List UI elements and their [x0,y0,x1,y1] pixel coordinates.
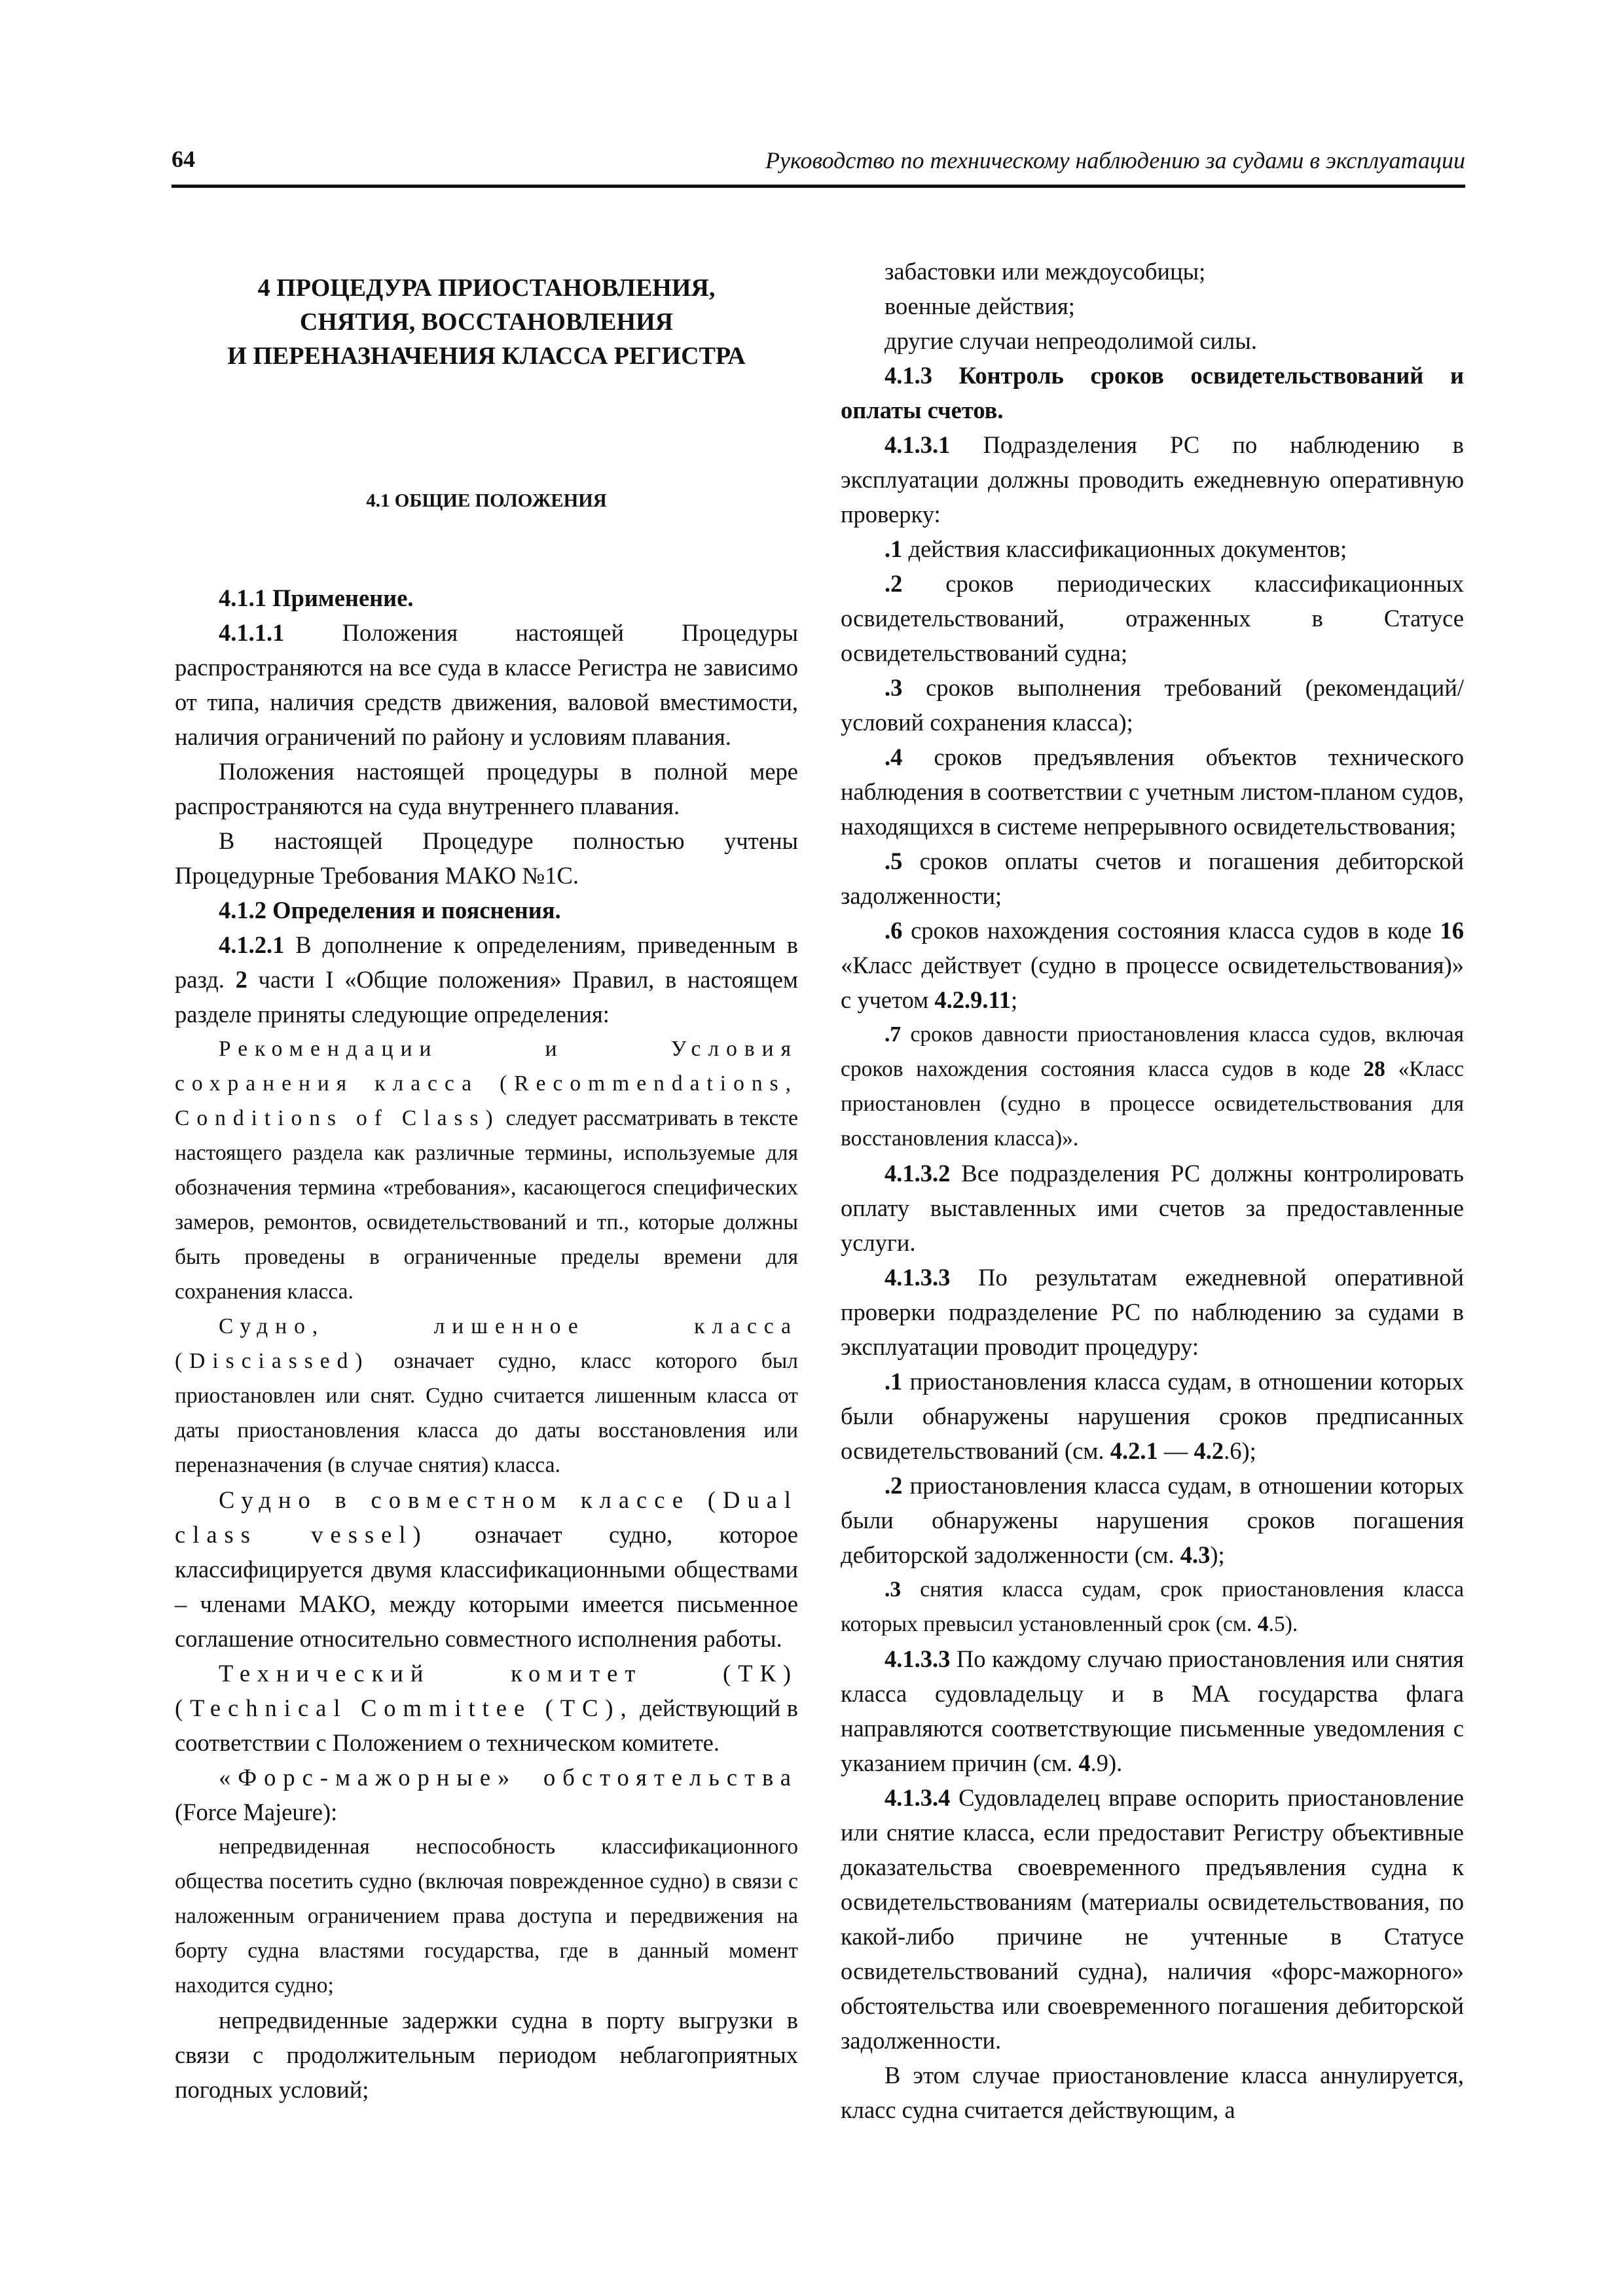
list-item: .5 сроков оплаты счетов и погашения дебиторской задолженности; [841,848,1464,909]
paragraph: 4.1.3.3 По результатам ежедневной оперативной проверки подразделение РС по наблюдению за судами в эксплуатации проводит процедуру: [841,1264,1464,1360]
paragraph: 4.1.3.3 По каждому случаю приостановления или снятия класса судовладельцу и в МА государства флага направляются соответствующие письменные уведомления с указанием причин (см. 4.9). [841,1645,1464,1776]
definition: Технический комитет (ТК) (Technical Committee (TC), действующий в соответствии с Положением о техническом комитете. [175,1660,798,1756]
definition: «Форс-мажорные» обстоятельства (Force Majeure): [175,1764,798,1825]
list-item: .1 действия классификационных документов; [884,535,1347,562]
running-title: Руководство по техническому наблюдению за судами в эксплуатации [765,147,1465,173]
left-column [175,254,798,2107]
list-item: непредвиденные задержки судна в порту выгрузки в связи с продолжительным периодом неблагоприятных погодных условий; [175,2007,798,2103]
definition: Рекомендации и Условия сохранения класса (Recommendations, Conditions of Class) следует рассматривать в тексте настоящего раздела как различные термины, используемые для обозначения термина «требования», касающегося специфических замеров, ремонтов, освидетельствований и тп., которые должны быть проведены в ограниченные пределы времени для сохранения класса. [175,1037,798,1304]
list-item: военные действия; [884,293,1075,319]
list-item: .3 сроков выполнения требований (рекомендаций/условий сохранения класса); [841,674,1464,736]
list-item: .3 снятия класса судам, срок приостановления класса которых превысил установленный срок (см. 4.5). [841,1577,1464,1636]
list-item: .2 приостановления класса судам, в отношении которых были обнаружены нарушения сроков погашения дебиторской задолженности (см. 4.3); [841,1472,1464,1568]
paragraph: 4.1.1.1 Положения настоящей Процедуры распространяются на все суда в классе Регистра не зависимо от типа, наличия средств движения, валовой вместимости, наличия ограничений по району и условиям плавания. [175,619,798,750]
list-item: .6 сроков нахождения состояния класса судов в коде 16 «Класс действует (судно в процессе освидетельствования)» с учетом 4.2.9.11; [841,917,1464,1013]
list-item: .1 приостановления класса судам, в отношении которых были обнаружены нарушения сроков предписанных освидетельствований (см. 4.2.1 — 4.2.6); [841,1368,1464,1464]
list-item: .4 сроков предъявления объектов технического наблюдения в соответствии с учетным листом-планом судов, находящихся в системе непрерывного освидетельствования; [841,744,1464,840]
list-item: .2 сроков периодических классификационных освидетельствований, отраженных в Статусе освидетельствований судна; [841,570,1464,666]
paragraph: Положения настоящей процедуры в полной мере распространяются на суда внутреннего плавания. [175,758,798,819]
paragraph: 4.1.2 Определения и пояснения. [219,897,561,924]
list-item: .7 сроков давности приостановления класса судов, включая сроков нахождения состояния класса судов в коде 28 «Класс приостановлен (судно в процессе освидетельствования для восстановления класса)». [841,1022,1464,1151]
list-item: забастовки или междоусобицы; [884,258,1206,285]
paragraph: 4.1.2.1 В дополнение к определениям, приведенным в разд. 2 части I «Общие положения» Правил, в настоящем разделе приняты следующие определения: [175,931,798,1028]
paragraph: В настоящей Процедуре полностью учтены Процедурные Требования МАКО №1С. [175,827,798,889]
paragraph: 4.1.3 Контроль сроков освидетельствований и оплаты счетов. [841,362,1464,423]
chapter-title: 4 ПРОЦЕДУРА ПРИОСТАНОВЛЕНИЯ, СНЯТИЯ, ВОССТАНОВЛЕНИЯ И ПЕРЕНАЗНАЧЕНИЯ КЛАССА РЕГИСТРА [227,274,746,370]
paragraph: 4.1.3.1 Подразделения РС по наблюдению в эксплуатации должны проводить ежедневную оперативную проверку: [841,431,1464,528]
list-item: другие случаи непреодолимой силы. [884,327,1257,354]
list-item: непредвиденная неспособность классификационного общества посетить судно (включая поврежденное судно) в связи с наложенным ограничением права доступа и передвижения на борту судна властями государства, где в данный момент находится судно; [175,1835,798,1998]
paragraph: 4.1.3.2 Все подразделения РС должны контролировать оплату выставленных ими счетов за предоставленные услуги. [841,1160,1464,1256]
page-number: 64 [172,146,195,172]
definition: Судно в совместном классе (Dual class vessel) означает судно, которое классифицируется двумя классификационными обществами – членами МАКО, между которыми имеется письменное соглашение относительно совместного исполнения работы. [175,1486,798,1652]
paragraph: В этом случае приостановление класса аннулируется, класс судна считается действующим, а [841,2062,1464,2123]
right-column [841,254,1464,2127]
section-title: 4.1 ОБЩИЕ ПОЛОЖЕНИЯ [366,490,607,511]
paragraph: 4.1.3.4 Судовладелец вправе оспорить приостановление или снятие класса, если предоставит Регистру объективные доказательства своевременного предъявления судна к освидетельствованиям (материалы освидетельствования, по какой-либо причине не учтенные в Статусе освидетельствований судна), наличия «форс-мажорного» обстоятельства или своевременного погашения дебиторской задолженности. [841,1784,1464,2054]
paragraph: 4.1.1 Применение. [219,584,414,611]
page-header [172,145,1465,188]
definition: Судно, лишенное класса (Disciassed) означает судно, класс которого был приостановлен или снят. Судно считается лишенным класса от даты приостановления класса до даты восстановления или переназначения (в случае снятия) класса. [175,1314,798,1477]
